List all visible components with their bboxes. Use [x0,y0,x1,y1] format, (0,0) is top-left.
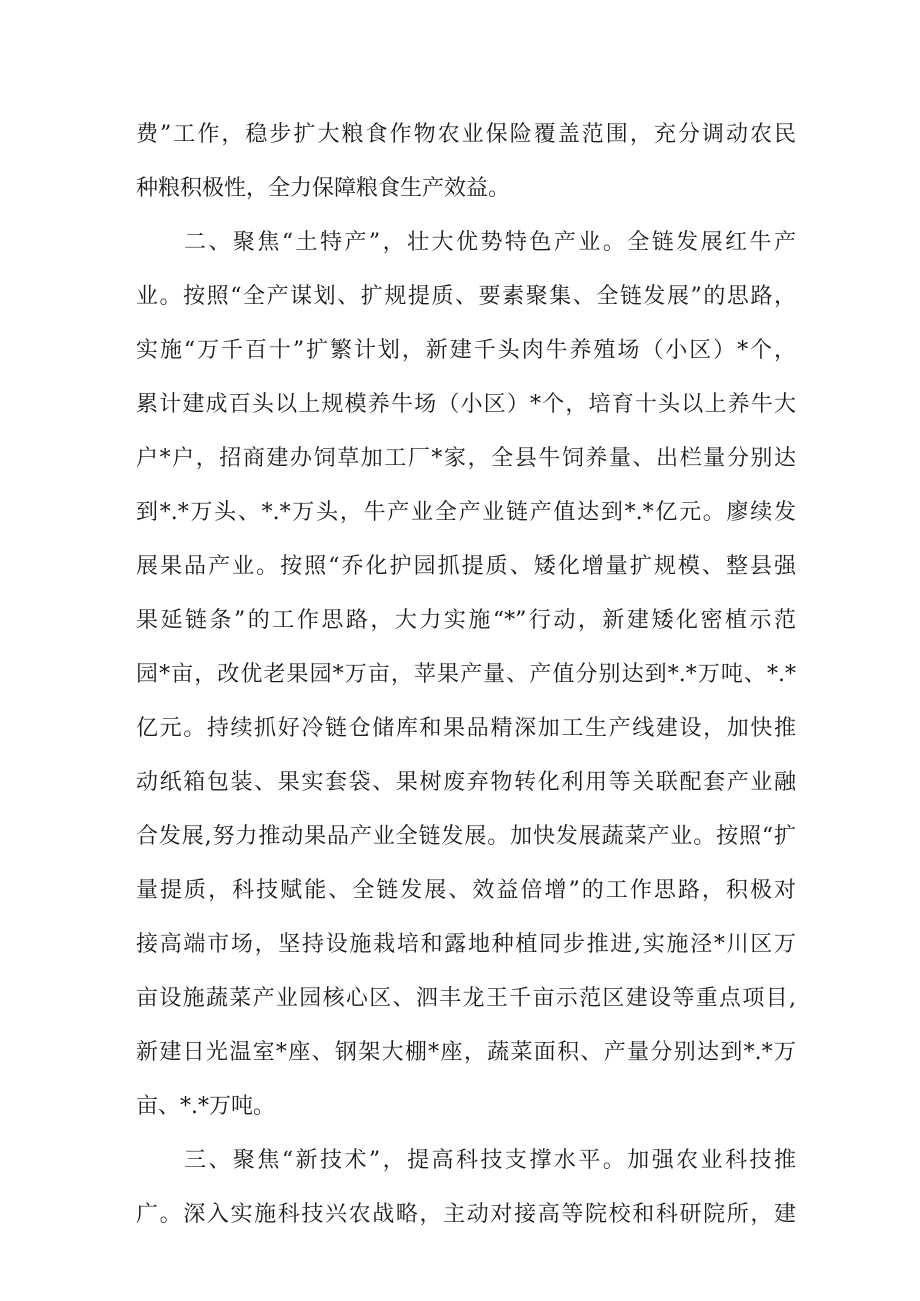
paragraph-line: 果延链条”的工作思路，大力实施“*”行动，新建矮化密植示范 [136,608,796,633]
paragraph-line: 亿元。持续抓好冷链仓储库和果品精深加工生产线建设，加快推 [136,716,796,741]
paragraph-line: 接高端市场，坚持设施栽培和露地种植同步推进,实施泾*川区万 [136,932,796,957]
paragraph-line: 广。深入实施科技兴农战略，主动对接高等院校和科研院所，建 [136,1202,796,1227]
paragraph-3 [136,1134,796,1242]
paragraph-1 [136,108,796,216]
paragraph-line: 二、聚焦“土特产”，壮大优势特色产业。全链发展红牛产 [184,230,796,255]
paragraph-line: 费”工作，稳步扩大粮食作物农业保险覆盖范围，充分调动农民 [136,122,796,147]
paragraph-line: 业。按照“全产谋划、扩规提质、要素聚集、全链发展”的思路， [136,284,796,309]
paragraph-line: 种粮积极性，全力保障粮食生产效益。 [136,176,511,201]
paragraph-line: 亩设施蔬菜产业园核心区、泗丰龙王千亩示范区建设等重点项目, [136,986,796,1011]
paragraph-line: 三、聚焦“新技术”，提高科技支撑水平。加强农业科技推 [184,1148,796,1173]
paragraph-line: 新建日光温室*座、钢架大棚*座，蔬菜面积、产量分别达到*.*万 [136,1040,796,1065]
paragraph-line: 园*亩，改优老果园*万亩，苹果产量、产值分别达到*.*万吨、*.* [136,662,796,687]
paragraph-line: 展果品产业。按照“乔化护园抓提质、矮化增量扩规模、整县强 [136,554,796,579]
paragraph-line: 户*户，招商建办饲草加工厂*家，全县牛饲养量、出栏量分别达 [136,446,796,471]
paragraph-line: 亩、*.*万吨。 [136,1094,275,1119]
paragraph-2 [136,216,796,1134]
paragraph-line: 实施“万千百十”扩繁计划，新建千头肉牛养殖场（小区）*个， [136,338,796,363]
paragraph-line: 量提质，科技赋能、全链发展、效益倍增”的工作思路，积极对 [136,878,796,903]
paragraph-line: 合发展,努力推动果品产业全链发展。加快发展蔬菜产业。按照“扩 [136,824,796,849]
paragraph-line: 动纸箱包装、果实套袋、果树废弃物转化利用等关联配套产业融 [136,770,796,795]
paragraph-line: 到*.*万头、*.*万头，牛产业全产业链产值达到*.*亿元。廖续发 [136,500,796,525]
paragraph-line: 累计建成百头以上规模养牛场（小区）*个，培育十头以上养牛大 [136,392,796,417]
